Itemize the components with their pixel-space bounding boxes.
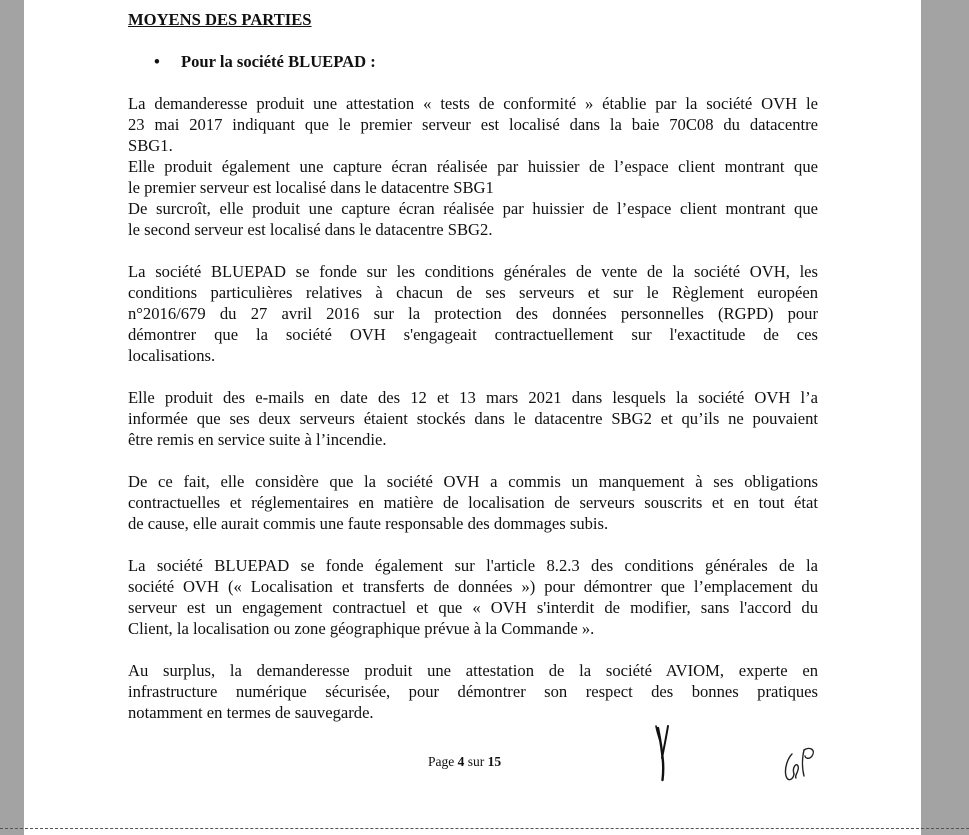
signature-mark-2 xyxy=(778,738,822,784)
paragraph-3 xyxy=(128,387,818,450)
current-page: 4 xyxy=(457,754,465,769)
paragraph-6 xyxy=(128,660,818,723)
text-line: conditions particulières relatives à chacun de ses serveurs et sur le Règlement européen xyxy=(128,283,818,302)
text-line: La société BLUEPAD se fonde également sur l'article 8.2.3 des conditions générales de la xyxy=(128,556,818,575)
signature-mark-1 xyxy=(644,718,684,784)
total-pages: 15 xyxy=(487,754,502,769)
text-line: n°2016/679 du 27 avril 2016 sur la protection des données personnelles (RGPD) pour xyxy=(128,304,818,323)
text-line: contractuelles et réglementaires en matière de localisation de serveurs souscrits et en tout état xyxy=(128,493,818,512)
text-line: Elle produit également une capture écran réalisée par huissier de l’espace client montrant que xyxy=(128,157,818,176)
bullet-text: Pour la société BLUEPAD : xyxy=(181,52,376,71)
text-line: Client, la localisation ou zone géographique prévue à la Commande ». xyxy=(128,619,595,638)
text-line: Elle produit des e-mails en date des 12 et 13 mars 2021 dans lesquels la société OVH l’a xyxy=(128,388,818,407)
text-line: localisations. xyxy=(128,346,216,365)
text-line: infrastructure numérique sécurisée, pour démontrer son respect des bonnes pratiques xyxy=(128,682,818,701)
paragraph-5 xyxy=(128,555,818,639)
document-page xyxy=(24,0,921,835)
text-line: démontrer que la société OVH s'engageait contractuellement sur l'exactitude de ces xyxy=(128,325,818,344)
text-line: SBG1. xyxy=(128,136,173,155)
page-middle: sur xyxy=(464,754,488,769)
text-line: le second serveur est localisé dans le datacentre SBG2. xyxy=(128,220,493,239)
text-line: 23 mai 2017 indiquant que le premier serveur est localisé dans la baie 70C08 du datacentre xyxy=(128,115,818,134)
text-line: Au surplus, la demanderesse produit une attestation de la société AVIOM, experte en xyxy=(128,661,818,680)
text-line: La société BLUEPAD se fonde sur les conditions générales de vente de la société OVH, les xyxy=(128,262,818,281)
text-line: La demanderesse produit une attestation « tests de conformité » établie par la société OVH le xyxy=(128,94,818,113)
paragraph-1 xyxy=(128,93,818,240)
text-line: être remis en service suite à l’incendie. xyxy=(128,430,387,449)
text-line: société OVH (« Localisation et transferts de données ») pour démontrer que l’emplacement du xyxy=(128,577,818,596)
text-line: de cause, elle aurait commis une faute responsable des dommages subis. xyxy=(128,514,609,533)
text-line: serveur est un engagement contractuel et que « OVH s'interdit de modifier, sans l'accord du xyxy=(128,598,818,617)
text-line: notamment en termes de sauvegarde. xyxy=(128,703,374,722)
page-number xyxy=(428,754,501,770)
bullet-icon: • xyxy=(154,52,160,71)
page-prefix: Page xyxy=(428,754,458,769)
page-break-line xyxy=(0,828,969,829)
text-line: De ce fait, elle considère que la société OVH a commis un manquement à ses obligations xyxy=(128,472,818,491)
page-content xyxy=(128,8,818,723)
text-line: informée que ses deux serveurs étaient stockés dans le datacentre SBG2 et qu’ils ne pouvaient xyxy=(128,409,818,428)
text-line: le premier serveur est localisé dans le datacentre SBG1 xyxy=(128,178,494,197)
paragraph-4 xyxy=(128,471,818,534)
text-line: De surcroît, elle produit une capture écran réalisée par huissier de l’espace client montrant que xyxy=(128,199,818,218)
paragraph-2 xyxy=(128,261,818,366)
bullet-item xyxy=(128,50,818,74)
section-heading: MOYENS DES PARTIES xyxy=(128,10,312,29)
